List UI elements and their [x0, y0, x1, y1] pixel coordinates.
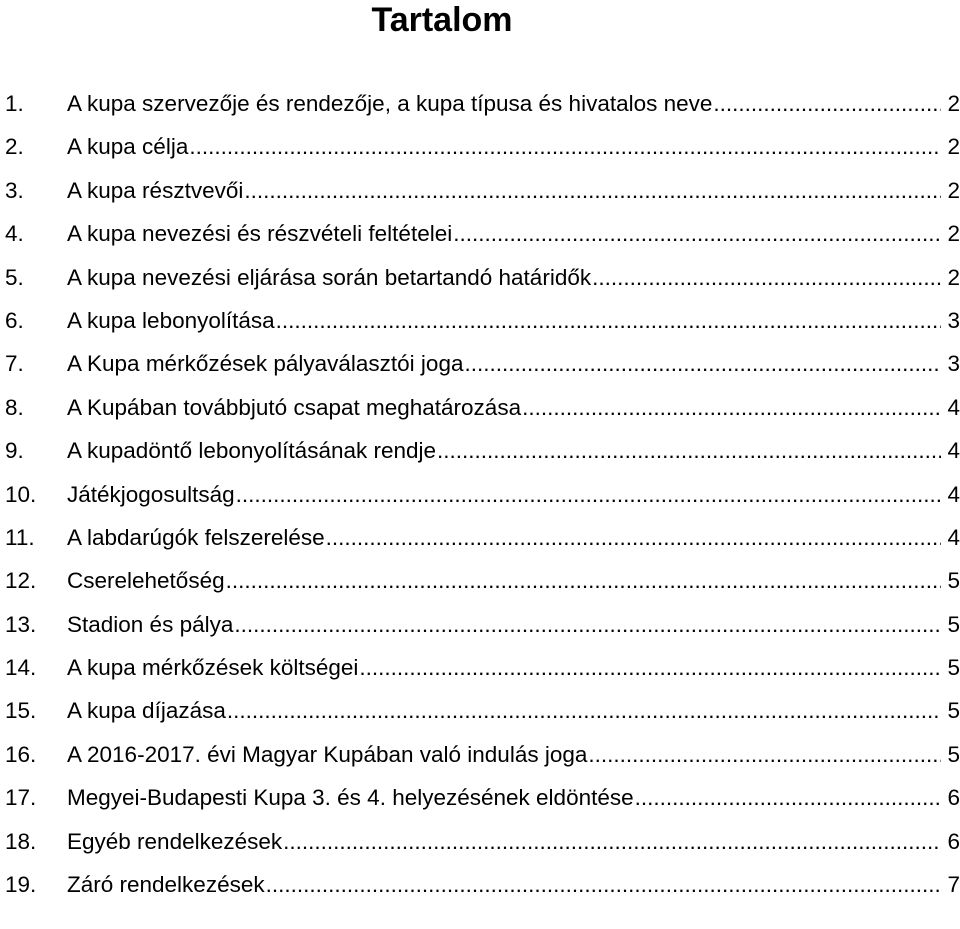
- toc-entry-page-number: 6: [947, 828, 960, 854]
- toc-entry-line: [67, 689, 960, 732]
- toc-entry-title[interactable]: A kupa nevezési eljárása során betartandó határidők: [67, 264, 592, 290]
- toc-entry-title[interactable]: A kupa szervezője és rendezője, a kupa típusa és hivatalos neve: [67, 91, 713, 116]
- toc-entry-page-number: 4: [947, 524, 960, 550]
- toc-dot-leader: [283, 820, 941, 863]
- toc-entry-page-number: 5: [947, 611, 960, 637]
- toc-entry-number: 1.: [5, 91, 24, 116]
- toc-entry-title[interactable]: A kupa célja: [67, 134, 189, 160]
- toc-entry-number: 13.: [5, 611, 37, 637]
- toc-entry[interactable]: [0, 429, 960, 472]
- toc-entry-title[interactable]: Cserelehetőség: [67, 568, 225, 594]
- toc-entry-title[interactable]: A kupa mérkőzések költségei: [67, 655, 359, 681]
- toc-entry-title[interactable]: A Kupa mérkőzések pályaválasztói joga: [67, 351, 464, 377]
- toc-dot-leader: [437, 429, 941, 472]
- toc-dot-leader: [713, 82, 941, 125]
- toc-entry-line: [67, 776, 960, 819]
- toc-dot-leader: [266, 863, 942, 906]
- toc-entry-page-number: 2: [947, 264, 960, 290]
- toc-entry[interactable]: [0, 256, 960, 299]
- toc-dot-leader: [453, 212, 941, 255]
- toc-entry-number: 10.: [5, 481, 37, 507]
- toc-entry-page-number: 2: [947, 134, 960, 160]
- toc-entry-page-number: 4: [947, 438, 960, 464]
- toc-entry-number: 6.: [5, 307, 24, 333]
- toc-dot-leader: [236, 473, 942, 516]
- toc-dot-leader: [522, 386, 941, 429]
- toc-entry[interactable]: [0, 646, 960, 689]
- toc-dot-leader: [234, 603, 941, 646]
- toc-entry-line: [67, 559, 960, 602]
- table-of-contents: [0, 82, 960, 906]
- toc-dot-leader: [635, 776, 942, 819]
- toc-entry-line: [67, 603, 960, 646]
- toc-entry-line: [67, 646, 960, 689]
- toc-entry-number: 2.: [5, 134, 24, 160]
- toc-entry-line: [67, 256, 960, 299]
- toc-entry-line: [67, 169, 960, 212]
- toc-entry-title[interactable]: Stadion és pálya: [67, 611, 234, 637]
- toc-entry-page-number: 5: [947, 655, 960, 681]
- toc-dot-leader: [326, 516, 942, 559]
- toc-entry-title[interactable]: Egyéb rendelkezések: [67, 828, 283, 854]
- toc-entry[interactable]: [0, 820, 960, 863]
- toc-entry[interactable]: [0, 863, 960, 906]
- toc-entry-page-number: 5: [947, 741, 960, 767]
- toc-dot-leader: [276, 299, 942, 342]
- toc-entry-title[interactable]: Játékjogosultság: [67, 481, 235, 507]
- toc-entry-number: 11.: [5, 524, 35, 550]
- toc-entry-line: [67, 473, 960, 516]
- toc-entry-page-number: 5: [947, 568, 960, 594]
- toc-entry-line: [67, 299, 960, 342]
- toc-entry[interactable]: [0, 212, 960, 255]
- toc-entry-number: 15.: [5, 698, 37, 724]
- toc-entry-line: [67, 125, 960, 168]
- toc-entry-line: [67, 386, 960, 429]
- toc-entry-title[interactable]: A kupa díjazása: [67, 698, 226, 724]
- toc-entry-page-number: 2: [947, 177, 960, 203]
- toc-entry-page-number: 3: [947, 351, 960, 377]
- toc-entry-page-number: 5: [947, 698, 960, 724]
- toc-entry-page-number: 7: [947, 872, 960, 898]
- toc-entry-number: 7.: [5, 351, 24, 377]
- toc-entry[interactable]: [0, 342, 960, 385]
- toc-entry[interactable]: [0, 473, 960, 516]
- toc-entry-line: [67, 733, 960, 776]
- toc-entry-number: 5.: [5, 264, 24, 290]
- toc-entry[interactable]: [0, 516, 960, 559]
- toc-dot-leader: [189, 125, 941, 168]
- toc-entry-page-number: 4: [947, 481, 960, 507]
- toc-entry[interactable]: [0, 603, 960, 646]
- toc-entry[interactable]: [0, 689, 960, 732]
- toc-dot-leader: [227, 689, 942, 732]
- toc-entry-title[interactable]: A labdarúgók felszerelése: [67, 524, 325, 550]
- toc-dot-leader: [359, 646, 941, 689]
- toc-entry-number: 19.: [5, 872, 37, 898]
- toc-entry-number: 16.: [5, 741, 37, 767]
- toc-entry-line: [67, 863, 960, 906]
- toc-entry-line: [67, 82, 960, 125]
- toc-entry-title[interactable]: A Kupában továbbjutó csapat meghatározása: [67, 394, 522, 420]
- toc-entry[interactable]: [0, 386, 960, 429]
- page-title: Tartalom: [371, 1, 513, 39]
- toc-dot-leader: [226, 559, 942, 602]
- toc-entry-title[interactable]: A kupa nevezési és részvételi feltételei: [67, 221, 453, 247]
- toc-dot-leader: [588, 733, 941, 776]
- toc-entry-number: 14.: [5, 655, 37, 681]
- toc-entry-number: 8.: [5, 394, 24, 420]
- toc-entry[interactable]: [0, 776, 960, 819]
- toc-entry[interactable]: [0, 125, 960, 168]
- toc-entry[interactable]: [0, 559, 960, 602]
- toc-entry-line: [67, 516, 960, 559]
- toc-entry-number: 18.: [5, 828, 37, 854]
- toc-dot-leader: [592, 256, 941, 299]
- toc-entry-line: [67, 820, 960, 863]
- toc-entry-title[interactable]: Záró rendelkezések: [67, 872, 265, 898]
- toc-entry-number: 3.: [5, 177, 24, 203]
- toc-entry-title[interactable]: A kupa résztvevői: [67, 177, 244, 203]
- toc-entry[interactable]: [0, 733, 960, 776]
- toc-entry-title[interactable]: A kupa lebonyolítása: [67, 307, 275, 333]
- toc-entry-number: 4.: [5, 221, 24, 247]
- toc-entry-page-number: 4: [947, 394, 960, 420]
- toc-dot-leader: [464, 342, 941, 385]
- toc-entry-title[interactable]: A kupadöntő lebonyolításának rendje: [67, 438, 437, 464]
- toc-entry[interactable]: [0, 169, 960, 212]
- toc-entry-number: 17.: [5, 785, 37, 811]
- toc-entry[interactable]: [0, 82, 960, 125]
- toc-entry-title[interactable]: A 2016-2017. évi Magyar Kupában való indulás joga: [67, 741, 588, 767]
- toc-entry-title[interactable]: Megyei-Budapesti Kupa 3. és 4. helyezésének eldöntése: [67, 785, 634, 811]
- toc-entry-page-number: 2: [947, 91, 960, 116]
- toc-entry-page-number: 3: [947, 307, 960, 333]
- toc-entry-line: [67, 342, 960, 385]
- toc-entry-number: 9.: [5, 438, 24, 464]
- toc-entry-line: [67, 429, 960, 472]
- toc-entry-number: 12.: [5, 568, 37, 594]
- toc-entry[interactable]: [0, 299, 960, 342]
- toc-entry-line: [67, 212, 960, 255]
- toc-entry-page-number: 6: [947, 785, 960, 811]
- toc-dot-leader: [244, 169, 941, 212]
- toc-entry-page-number: 2: [947, 221, 960, 247]
